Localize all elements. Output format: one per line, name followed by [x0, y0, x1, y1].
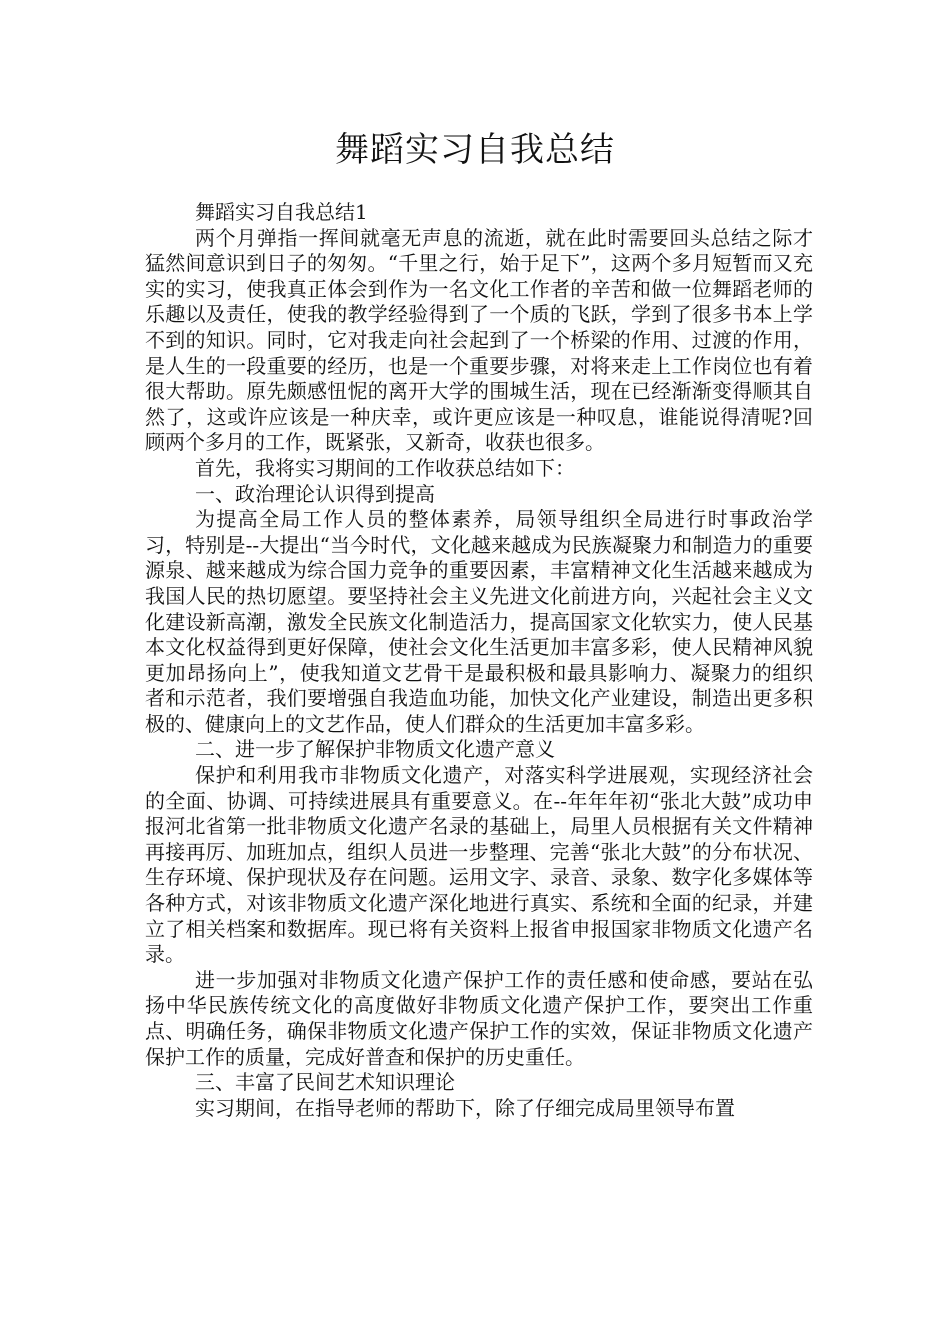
document-title: 舞蹈实习自我总结: [335, 130, 615, 170]
subheading-politics: 一、政治理论认识得到提高: [195, 481, 435, 506]
section-heading-1: 舞蹈实习自我总结1: [195, 200, 368, 224]
paragraph-heritage-1: 保护和利用我市非物质文化遗产，对落实科学进展观，实现经济社会的全面、协调、可持续进展具有重要意义。在--年年年初“张北大鼓”成功申报河北省第一批非物质文化遗产名录的基础上，局里人员根据有关文件精神再接再厉、加班加点，组织人员进一步整理、完善“张北大鼓”的分布状况、生存环境、保护现状及存在问题。运用文字、录音、录象、数字化多媒体等各种方式，对该非物质文化遗产深化地进行真实、系统和全面的纪录，并建立了相关档案和数据库。现已将有关资料上报省申报国家非物质文化遗产名录。: [145, 763, 813, 967]
paragraph-intro: 两个月弹指一挥间就毫无声息的流逝，就在此时需要回头总结之际才猛然间意识到日子的匆匆。“千里之行，始于足下”，这两个多月短暂而又充实的实习，使我真正体会到作为一名文化工作者的辛苦和做一位舞蹈老师的乐趣以及责任，使我的教学经验得到了一个质的飞跃，学到了很多书本上学不到的知识。同时，它对我走向社会起到了一个桥梁的作用、过渡的作用，是人生的一段重要的经历，也是一个重要步骤，对将来走上工作岗位也有着很大帮助。原先颇感忸怩的离开大学的围城生活，现在已经渐渐变得顺其自然了，这或许应该是一种庆幸，或许更应该是一种叹息，谁能说得清呢?回顾两个多月的工作，既紧张，又新奇，收获也很多。: [145, 225, 813, 455]
subheading-heritage: 二、进一步了解保护非物质文化遗产意义: [195, 737, 555, 762]
paragraph-politics: 为提高全局工作人员的整体素养，局领导组织全局进行时事政治学习，特别是--大提出“当今时代，文化越来越成为民族凝聚力和制造力的重要源泉、越来越成为综合国力竞争的重要因素，丰富精神文化生活越来越成为我国人民的热切愿望。要坚持社会主义先进文化前进方向，兴起社会主义文化建设新高潮，激发全民族文化制造活力，提高国家文化软实力，使人民基本文化权益得到更好保障，使社会文化生活更加丰富多彩，使人民精神风貌更加昂扬向上”，使我知道文艺骨干是最积极和最具影响力、凝聚力的组织者和示范者，我们要增强自我造血功能，加快文化产业建设，制造出更多积极的、健康向上的文艺作品，使人们群众的生活更加丰富多彩。: [145, 507, 813, 736]
paragraph-lead-in: 首先，我将实习期间的工作收获总结如下：: [195, 455, 575, 480]
paragraph-folk-art: 实习期间，在指导老师的帮助下，除了仔细完成局里领导布置: [195, 1095, 735, 1120]
subheading-folk-art: 三、丰富了民间艺术知识理论: [195, 1070, 455, 1095]
document-body: [145, 200, 813, 1121]
paragraph-heritage-2: 进一步加强对非物质文化遗产保护工作的责任感和使命感，要站在弘扬中华民族传统文化的高度做好非物质文化遗产保护工作，要突出工作重点、明确任务，确保非物质文化遗产保护工作的实效，保证非物质文化遗产保护工作的质量，完成好普查和保护的历史重任。: [145, 967, 813, 1069]
